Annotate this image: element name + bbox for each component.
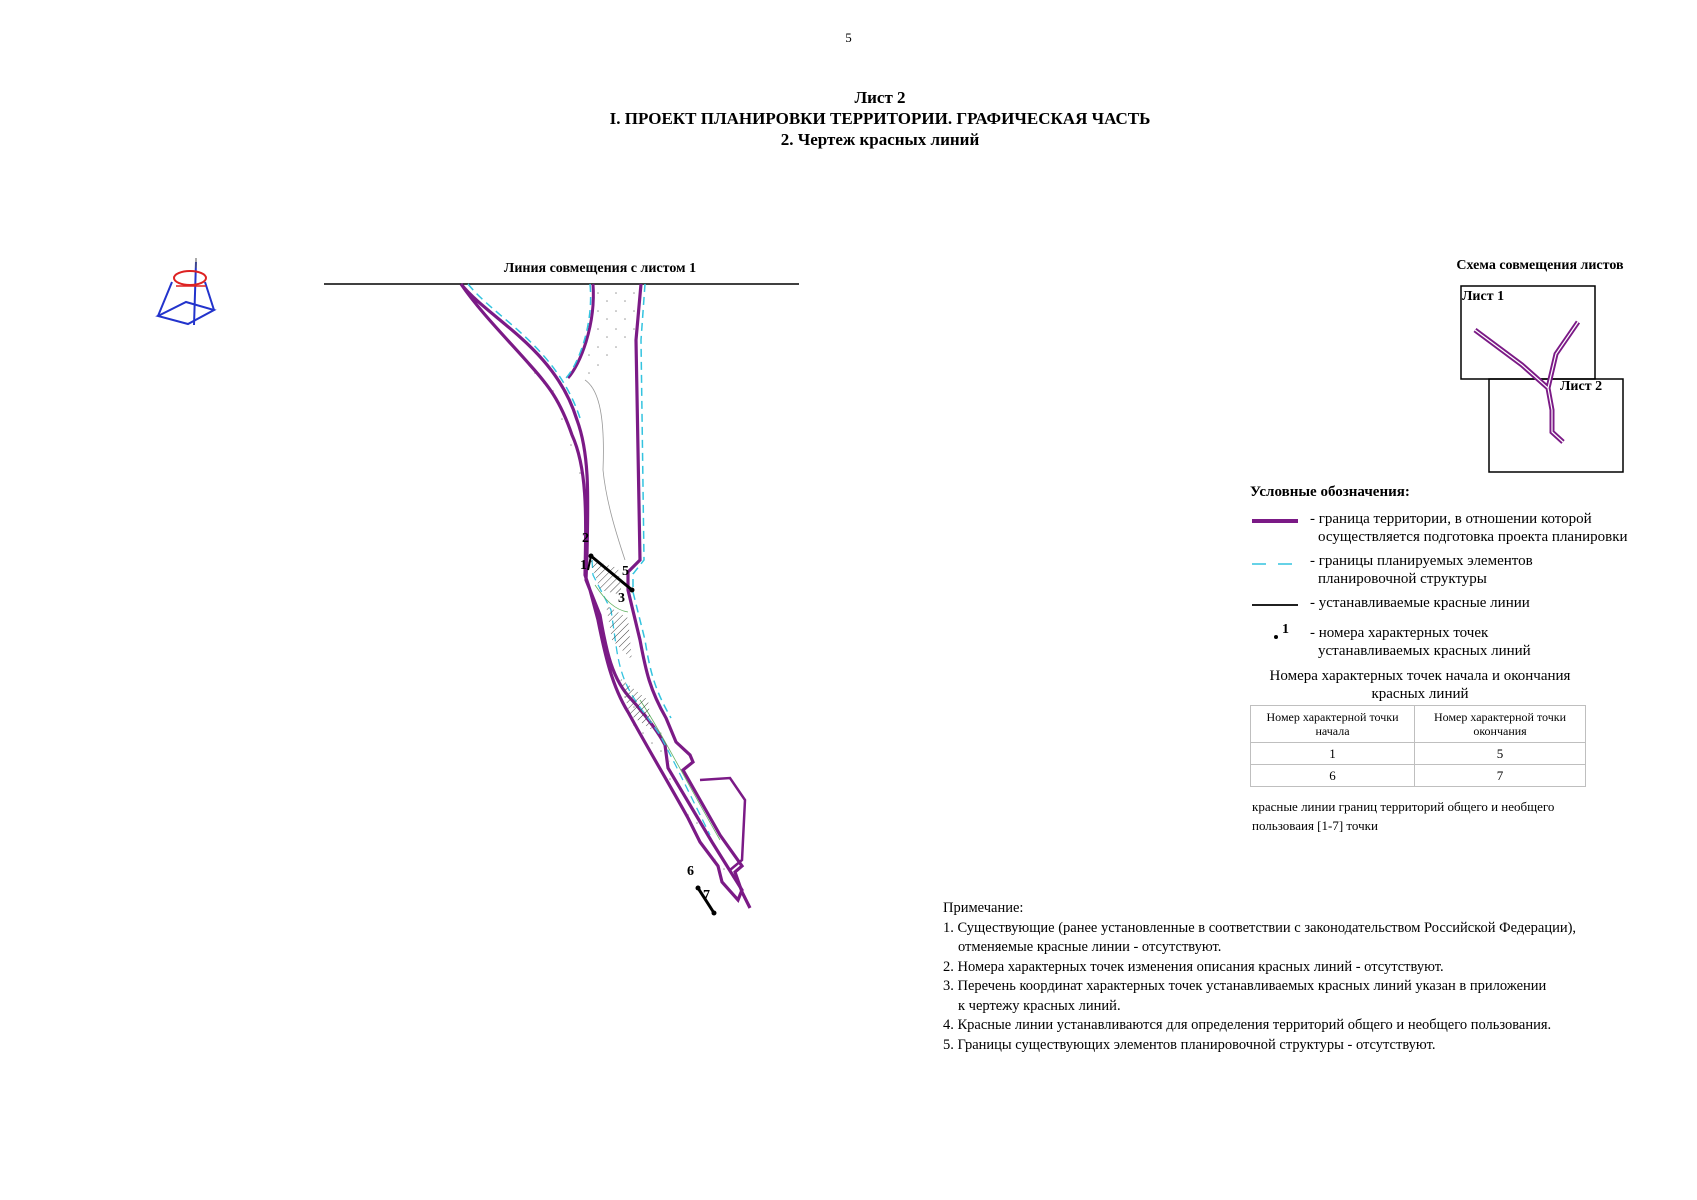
note-line: отменяемые красные линии - отсутствуют. xyxy=(958,939,1222,955)
table-header-start: Номер характерной точки начала xyxy=(1251,706,1415,743)
point-label: 6 xyxy=(687,864,694,879)
notes-block xyxy=(943,899,1683,1055)
table-header-end: Номер характерной точки окончания xyxy=(1415,706,1586,743)
legend-item-red-lines: - устанавливаемые красные линии xyxy=(1310,595,1530,611)
legend-point-symbol xyxy=(1274,635,1278,639)
legend-item-boundary: - граница территории, в отношении которой осуществляется подготовка проекта планировки xyxy=(1310,511,1628,545)
point-marker xyxy=(630,588,635,593)
territory-boundary xyxy=(461,284,750,908)
legend-title: Условные обозначения: xyxy=(1250,484,1410,500)
page-number: 5 xyxy=(845,30,852,45)
note-line: 4. Красные линии устанавливаются для определения территорий общего и необщего пользования. xyxy=(943,1017,1552,1033)
drawing-title: 2. Чертеж красных линий xyxy=(780,130,980,149)
notes-title: Примечание: xyxy=(943,900,1024,916)
scheme-sheet1-label: Лист 1 xyxy=(1462,289,1505,304)
scheme-title: Схема совмещения листов xyxy=(1456,258,1624,273)
match-line-label: Линия совмещения с листом 1 xyxy=(503,261,697,276)
hatched-area xyxy=(606,605,632,660)
section-title: I. ПРОЕКТ ПЛАНИРОВКИ ТЕРРИТОРИИ. ГРАФИЧЕСКАЯ ЧАСТЬ xyxy=(609,109,1151,128)
table-row: 6 7 xyxy=(1251,765,1586,787)
point-marker xyxy=(696,886,701,891)
note-line: 5. Границы существующих элементов планировочной структуры - отсутствуют. xyxy=(943,1036,1436,1053)
scheme-sheet2-label: Лист 2 xyxy=(1560,379,1603,394)
note-line: 2. Номера характерных точек изменения описания красных линий - отсутствуют. xyxy=(943,958,1444,975)
point-label: 2 xyxy=(582,531,589,546)
compass-icon xyxy=(158,258,214,325)
note-line: 3. Перечень координат характерных точек устанавливаемых красных линий указан в приложении xyxy=(943,978,1547,994)
table-note: красные линии границ территорий общего и необщего пользоваия [1-7] точки xyxy=(1252,799,1555,833)
point-label: 1 xyxy=(580,558,587,573)
point-label: 5 xyxy=(622,564,629,579)
point-marker xyxy=(589,554,594,559)
points-table xyxy=(1250,705,1586,787)
legend-point-number: 1 xyxy=(1282,622,1289,637)
point-marker xyxy=(712,911,717,916)
sheet-title: Лист 2 xyxy=(854,88,906,107)
legend-item-planned: - границы планируемых элементов планировочной структуры xyxy=(1310,553,1533,587)
points-table-title: Номера характерных точек начала и окончания красных линий xyxy=(1269,668,1571,702)
point-label: 7 xyxy=(703,888,710,903)
note-line: к чертежу красных линий. xyxy=(958,997,1121,1014)
legend-item-points: - номера характерных точек устанавливаемых красных линий xyxy=(1310,625,1531,659)
point-label: 3 xyxy=(618,591,625,606)
note-line: 1. Существующие (ранее установленные в соответствии с законодательством Российской Федерации), xyxy=(943,919,1577,936)
table-row: 1 5 xyxy=(1251,743,1586,765)
